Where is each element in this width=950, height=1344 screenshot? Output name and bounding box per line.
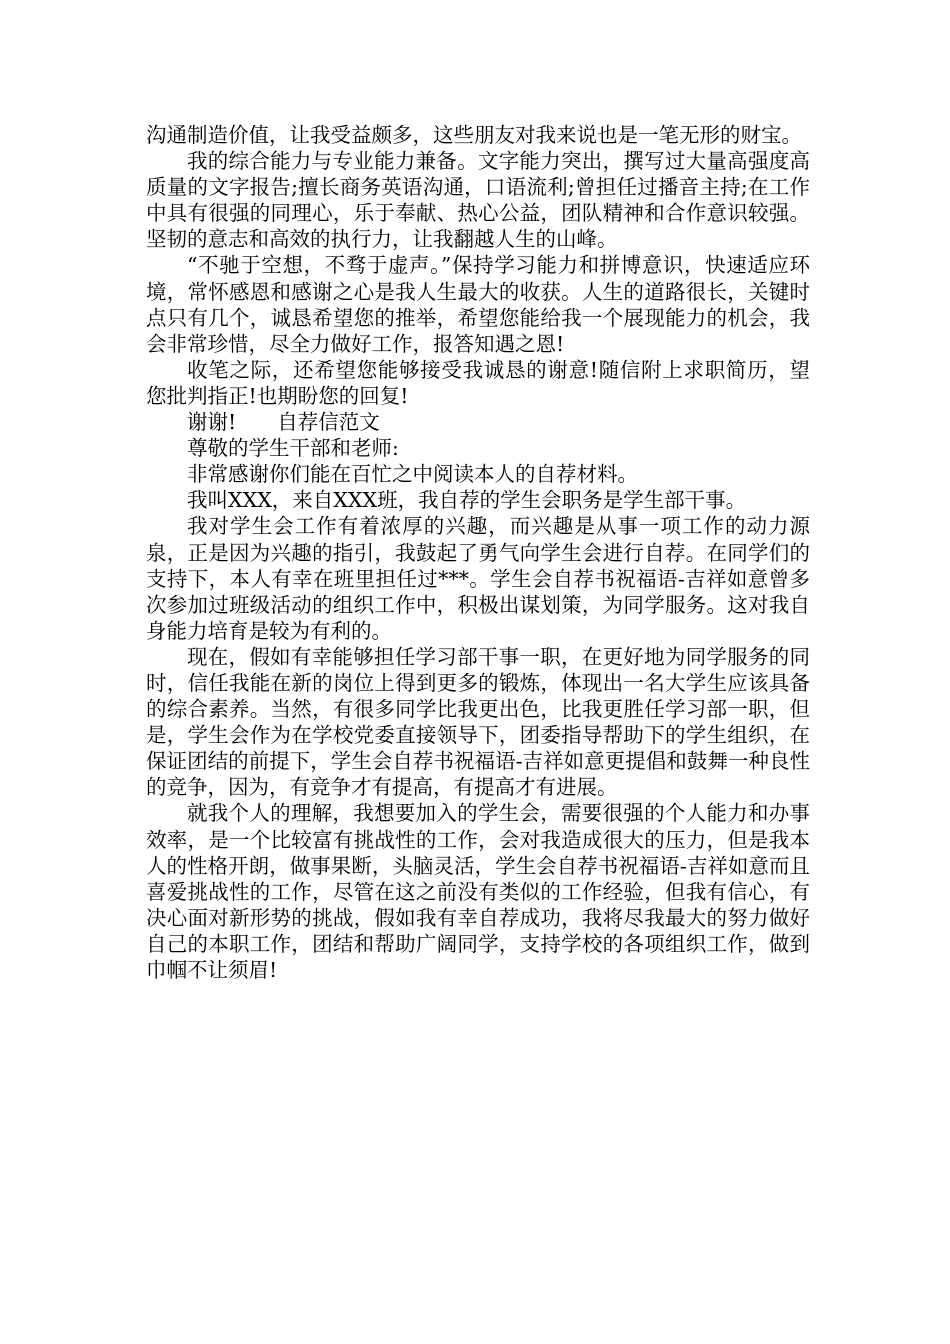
paragraph-motto: “不驰于空想，不骛于虚声。”保持学习能力和拼博意识，快速适应环境，常怀感恩和感谢之心是我人生最大的收获。人生的道路很长，关键时点只有几个，诚恳希望您的推举，希望您能给我一个展现能力的机会，我会非常珍惜，尽全力做好工作，报答知遇之恩! bbox=[146, 253, 810, 356]
document-page bbox=[146, 122, 810, 983]
paragraph-interest: 我对学生会工作有着浓厚的兴趣，而兴趣是从事一项工作的动力源泉，正是因为兴趣的指引，我鼓起了勇气向学生会进行自荐。在同学们的支持下，本人有幸在班里担任过***。学生会自荐书祝福语-吉祥如意曾多次参加过班级活动的组织工作中，积极出谋划策，为同学服务。这对我自身能力培育是较为有利的。 bbox=[146, 514, 810, 643]
paragraph-thanks-and-title: 谢谢! 自荐信范文 bbox=[187, 410, 380, 435]
paragraph-aspiration: 现在，假如有幸能够担任学习部干事一职，在更好地为同学服务的同时，信任我能在新的岗位上得到更多的锻炼，体现出一名大学生应该具备的综合素养。当然，有很多同学比我更出色，比我更胜任学习部一职，但是，学生会作为在学校党委直接领导下，团委指导帮助下的学生组织，在保证团结的前提下，学生会自荐书祝福语-吉祥如意更提倡和鼓舞一种良性的竞争，因为，有竞争才有提高，有提高才有进展。 bbox=[146, 644, 810, 800]
paragraph-understanding: 就我个人的理解，我想要加入的学生会，需要很强的个人能力和办事效率，是一个比较富有挑战性的工作，会对我造成很大的压力，但是我本人的性格开朗，做事果断，头脑灵活，学生会自荐书祝福语-吉祥如意而且喜爱挑战性的工作，尽管在这之前没有类似的工作经验，但我有信心，有决心面对新形势的挑战，假如我有幸自荐成功，我将尽我最大的努力做好自己的本职工作，团结和帮助广阔同学，支持学校的各项组织工作，做到巾帼不让须眉! bbox=[146, 801, 810, 982]
paragraph-salutation: 尊敬的学生干部和老师: bbox=[187, 436, 399, 461]
paragraph-self-introduction: 我叫XXX，来自XXX班，我自荐的学生会职务是学生部干事。 bbox=[187, 488, 747, 513]
paragraph-abilities: 我的综合能力与专业能力兼备。文字能力突出，撰写过大量高强度高质量的文字报告;擅长商务英语沟通，口语流利;曾担任过播音主持;在工作中具有很强的同理心，乐于奉献、热心公益，团队精神和合作意识较强。坚韧的意志和高效的执行力，让我翻越人生的山峰。 bbox=[146, 149, 810, 252]
paragraph-gratitude: 非常感谢你们能在百忙之中阅读本人的自荐材料。 bbox=[187, 462, 638, 487]
paragraph-intro-continuation: 沟通制造价值，让我受益颇多，这些朋友对我来说也是一笔无形的财宝。 bbox=[146, 123, 802, 147]
paragraph-closing: 收笔之际，还希望您能够接受我诚恳的谢意!随信附上求职简历，望您批判指正!也期盼您的回复! bbox=[146, 357, 810, 408]
